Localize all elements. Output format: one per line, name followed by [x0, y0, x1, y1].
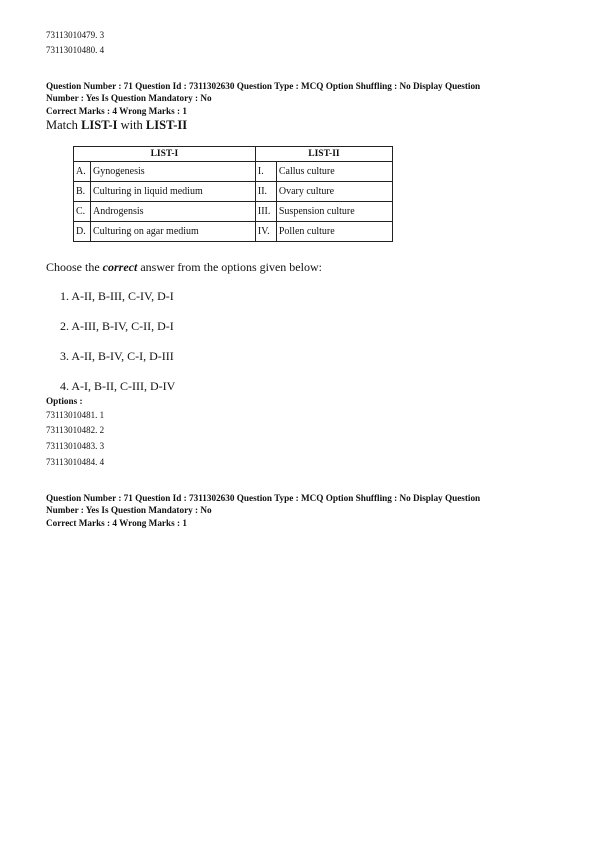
- match-table: [73, 146, 393, 242]
- row-item: Suspension culture: [276, 202, 392, 222]
- choose-suffix: answer from the options given below:: [137, 260, 322, 274]
- prev-option-3: 73113010479. 3: [46, 30, 105, 40]
- match-list1: LIST-I: [81, 118, 118, 132]
- row-key: D.: [74, 222, 91, 242]
- choose-prefix: Choose the: [46, 260, 103, 274]
- row-item: Androgensis: [91, 202, 256, 222]
- table-row: [74, 202, 393, 222]
- option-id-3: 73113010483. 3: [46, 441, 105, 451]
- choose-instruction: [46, 260, 322, 275]
- row-key: IV.: [255, 222, 276, 242]
- table-header-list2: LIST-II: [255, 147, 392, 162]
- answer-choice-2: 2. A-III, B-IV, C-II, D-I: [60, 319, 174, 333]
- match-list2: LIST-II: [145, 118, 188, 132]
- question-marks: Correct Marks : 4 Wrong Marks : 1: [46, 106, 187, 116]
- row-key: III.: [255, 202, 276, 222]
- row-item: Ovary culture: [276, 182, 392, 202]
- question-text: [46, 118, 187, 133]
- answer-choice-1: 1. A-II, B-III, C-IV, D-I: [60, 289, 174, 303]
- table-header-list1: LIST-I: [74, 147, 256, 162]
- table-row: [74, 162, 393, 182]
- row-key: II.: [255, 182, 276, 202]
- question2-marks: Correct Marks : 4 Wrong Marks : 1: [46, 518, 187, 528]
- row-item: Callus culture: [276, 162, 392, 182]
- table-row: [74, 222, 393, 242]
- row-item: Culturing on agar medium: [91, 222, 256, 242]
- question2-meta-line1: Question Number : 71 Question Id : 7311302630 Question Type : MCQ Option Shuffling : No Display Question: [46, 493, 481, 503]
- match-mid: with: [117, 118, 146, 132]
- option-id-2: 73113010482. 2: [46, 425, 105, 435]
- question-meta-line2: Number : Yes Is Question Mandatory : No: [46, 93, 212, 103]
- row-item: Pollen culture: [276, 222, 392, 242]
- row-key: B.: [74, 182, 91, 202]
- match-prefix: Match: [46, 118, 82, 132]
- row-item: Culturing in liquid medium: [91, 182, 256, 202]
- option-id-4: 73113010484. 4: [46, 457, 105, 467]
- options-label: Options :: [46, 396, 83, 406]
- row-item: Gynogenesis: [91, 162, 256, 182]
- row-key: C.: [74, 202, 91, 222]
- answer-choice-3: 3. A-II, B-IV, C-I, D-III: [60, 349, 174, 363]
- answer-choice-4: 4. A-I, B-II, C-III, D-IV: [60, 379, 176, 393]
- table-row: [74, 182, 393, 202]
- row-key: A.: [74, 162, 91, 182]
- question-meta-line1: Question Number : 71 Question Id : 7311302630 Question Type : MCQ Option Shuffling : No Display Question: [46, 81, 481, 91]
- choose-emphasis: correct: [102, 260, 138, 274]
- question2-meta-line2: Number : Yes Is Question Mandatory : No: [46, 505, 212, 515]
- row-key: I.: [255, 162, 276, 182]
- prev-option-4: 73113010480. 4: [46, 45, 105, 55]
- option-id-1: 73113010481. 1: [46, 410, 105, 420]
